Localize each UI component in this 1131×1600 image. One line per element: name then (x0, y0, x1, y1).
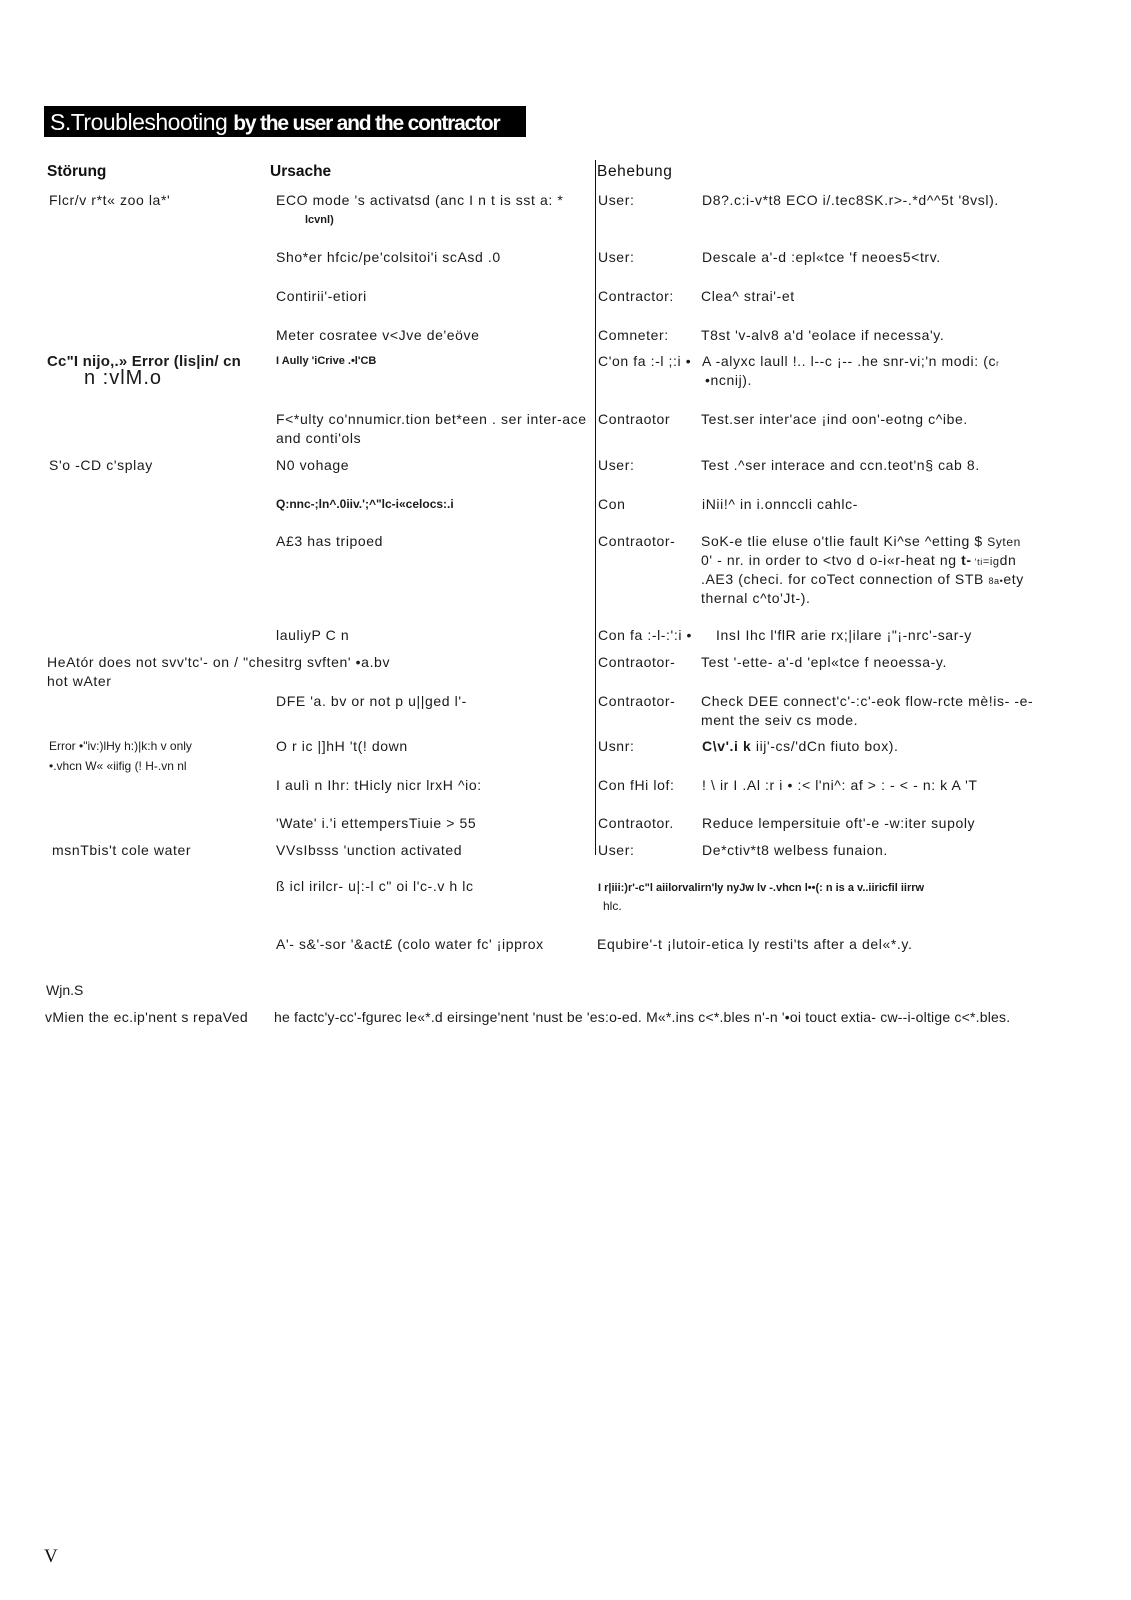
remedy-5-what-line2: •ncnij). (705, 372, 753, 388)
remedy-6-what: Test.ser inter'ace ¡ind oon'-eotng c^ibe. (701, 411, 968, 427)
cause-12: O r ic |]hH 't(! down (276, 738, 408, 754)
remedy-16-what: De*ctiv*t8 welbess funaion. (702, 842, 888, 858)
remedy-17-line1: I r|iii:)r'-c"l aiilorvalirn'ly nyJw lv -.vhcn l••(: n is a v..iiricfil iirrw (598, 882, 925, 894)
remedy-16-who: User: (598, 842, 635, 858)
cause-8: Q:nnc-;ln^.0iiv.';^"lc-i«celocs:.i (276, 497, 454, 511)
cause-10: lauliyP C n (276, 627, 350, 643)
remedy-1-who: User: (598, 192, 635, 208)
section-title-bold: by the user and the contractor (233, 112, 500, 135)
remedy-12-what-line2: ment the seiv cs mode. (701, 712, 859, 728)
remedy-11-what: Test '-ette- a'-d 'epl«tce f neoessa-y. (701, 654, 947, 670)
remedy-8-who: Con (598, 496, 626, 512)
remedy-9-who: Contraotor- (598, 533, 676, 549)
remedy-3-what: Clea^ strai'-et (701, 288, 795, 304)
cause-11: DFE 'a. bv or not p u||ged l'- (276, 693, 467, 709)
cause-14: 'Wate' i.'i ettempersTiuie > 55 (276, 815, 477, 831)
remedy-14-what: ! \ ir I .Al :r i • :< l'ni^: af > : - < - n: k A 'T (702, 777, 978, 793)
remedy-9-line1-small: Syten (987, 535, 1021, 549)
section-title (44, 106, 526, 137)
cause-15: VVsIbsss 'unction activated (276, 842, 463, 858)
cause-9: A£3 has tripoed (276, 533, 384, 549)
page-number: V (44, 1546, 58, 1567)
footer-text-end: he factc'y-cc'-fgurec le«*.d eirsinge'nent 'nust be 'es:o-ed. M«*.ins c<*.bles n'-n '•oi touct extia- cw--i-oltige c<*.bles. (274, 1009, 1011, 1025)
remedy-15-who: Contraotor. (598, 815, 674, 831)
remedy-9-what-line3 (701, 570, 1024, 591)
remedy-12-what-line1: Check DEE connect'c'-:c'-eok flow-rcte mè!is- -e- (701, 693, 1034, 709)
remedy-9-line2-text: 0' - nr. in order to <tvo d o-i«r-heat ng (701, 552, 962, 568)
remedy-9-line2-small-2: =ig (982, 556, 1000, 568)
remedy-2-who: User: (598, 249, 635, 265)
remedy-1-what: D8?.c:i-v*t8 ECO i/.tec8SK.r>-.*d^^5t '8vsl). (702, 192, 999, 208)
cause-1-line1: ECO mode 's activatsd (anc I n t is sst a: * (276, 192, 564, 208)
cause-13: I aulì n Ihr: tHicly nicr lrxH ^io: (276, 777, 482, 793)
cause-3: Contirii'-etiori (276, 288, 367, 304)
footer-text-start: vMien the ec.ip'nent s repaVed (45, 1009, 249, 1025)
remedy-9-what-line1 (701, 532, 1021, 552)
remedy-5-text: A -alyxc laull !.. l--c ¡-- .he snr-vi;'n modi: (c (702, 353, 997, 369)
fault-5-line1: Error •"iv:)lHy h:)|k:h v only (49, 739, 192, 753)
remedy-9-what-line4: thernal c^to'Jt-). (701, 590, 811, 606)
remedy-8-what: iNii!^ in i.onnccli cahlc- (702, 496, 858, 512)
cause-6-line2: and conti'ols (276, 430, 362, 446)
remedy-13-bold: C\v'.i k (702, 738, 752, 754)
remedy-5-note: r (996, 359, 1000, 368)
remedy-9-line2-bold: t- (961, 552, 972, 568)
fault-3: S'o -CD c'splay (49, 457, 153, 473)
fault-6: msnTbis't cole water (52, 842, 192, 858)
remedy-7-what: Test .^ser interace and ccn.teot'n§ cab 8. (701, 457, 980, 473)
cause-7: N0 vohage (276, 457, 350, 473)
section-title-light: S.Troubleshooting (50, 109, 234, 135)
header-ursache: Ursache (270, 163, 332, 180)
remedy-13-who: Usnr: (598, 738, 635, 754)
remedy-4-who: Comneter: (598, 327, 669, 343)
cause-6-line1: F<*ulty co'nnumicr.tion bet*een . ser inter-ace (276, 411, 587, 427)
remedy-15-what: Reduce lempersituie oft'-e -w:iter supoly (702, 815, 976, 831)
remedy-11-who: Contraotor- (598, 654, 676, 670)
remedy-13-text: iij'-cs/'dCn fiuto box). (751, 738, 899, 754)
cause-16: ß icl irilcr- u|:-l c" oi l'c-.v h lc (276, 878, 474, 894)
remedy-9-line3-small: 8a• (988, 576, 1004, 586)
remedy-7-who: User: (598, 457, 635, 473)
remedy-9-line2-small: 'ti (971, 557, 983, 567)
remedy-10-what: InsI Ihc l'flR arie rx;|ilare ¡"¡-nrc'-sar-y (716, 627, 972, 643)
fault-2-line2: n :vlM.o (84, 367, 163, 389)
footer-label: Wjn.S (46, 982, 84, 998)
remedy-4-what: T8st 'v-alv8 a'd 'eolace if necessa'y. (701, 327, 945, 343)
remedy-6-who: Contraotor (598, 411, 671, 427)
fault-4-line2: hot wAter (47, 673, 112, 689)
cause-5: I Aully 'iCrive .•l'CB (276, 355, 377, 367)
remedy-17-line2: hlc. (603, 899, 622, 913)
remedy-5-what (702, 352, 999, 373)
cause-4: Meter cosratee v<Jve de'eöve (276, 327, 480, 343)
fault-4-line1: HeAtór does not svv'tc'- on / "chesitrg svften' •a.bv (47, 654, 391, 670)
remedy-9-line1-text: SoK-e tlie eluse o'tlie fault Ki^se ^etting $ (701, 533, 988, 549)
column-divider (595, 160, 596, 855)
remedy-9-line3-text: .AE3 (checi. for coTect connection of STB (701, 571, 989, 587)
remedy-10-who: Con fa :-l-:':i • (598, 627, 693, 643)
remedy-18-what: Equbire'-t ¡lutoir-etica ly resti'ts after a del«*.y. (597, 936, 913, 952)
header-stoerung: Störung (47, 163, 107, 180)
remedy-14-who: Con fHi lof: (598, 777, 675, 793)
remedy-5-who: C'on fa :-l ;:i • (598, 353, 692, 369)
fault-1: Flcr/v r*t« zoo la*' (49, 192, 171, 208)
cause-1-line2: lcvnl) (305, 214, 334, 226)
remedy-12-who: Contraotor- (598, 693, 676, 709)
cause-2: Sho*er hfcic/pe'colsitoi'i scAsd .0 (276, 249, 501, 265)
remedy-13-what (702, 737, 899, 756)
remedy-9-line2-end: dn (999, 552, 1017, 568)
remedy-9-line3-end: ety (1003, 571, 1024, 587)
cause-17: A'- s&'-sor '&act£ (colo water fc' ¡ipprox (276, 936, 544, 952)
remedy-2-what: Descale a'-d :epl«tce 'f neoes5<trv. (702, 249, 941, 265)
remedy-3-who: Contractor: (598, 288, 674, 304)
fault-5-line2: •.vhcn W« «iifig (! H-.vn nl (49, 759, 187, 773)
header-behebung: Behebung (597, 163, 673, 180)
remedy-9-what-line2 (701, 551, 1016, 572)
fault-2-line1: Cc"I nijo,.» Error (lis|in/ cn (47, 353, 242, 370)
